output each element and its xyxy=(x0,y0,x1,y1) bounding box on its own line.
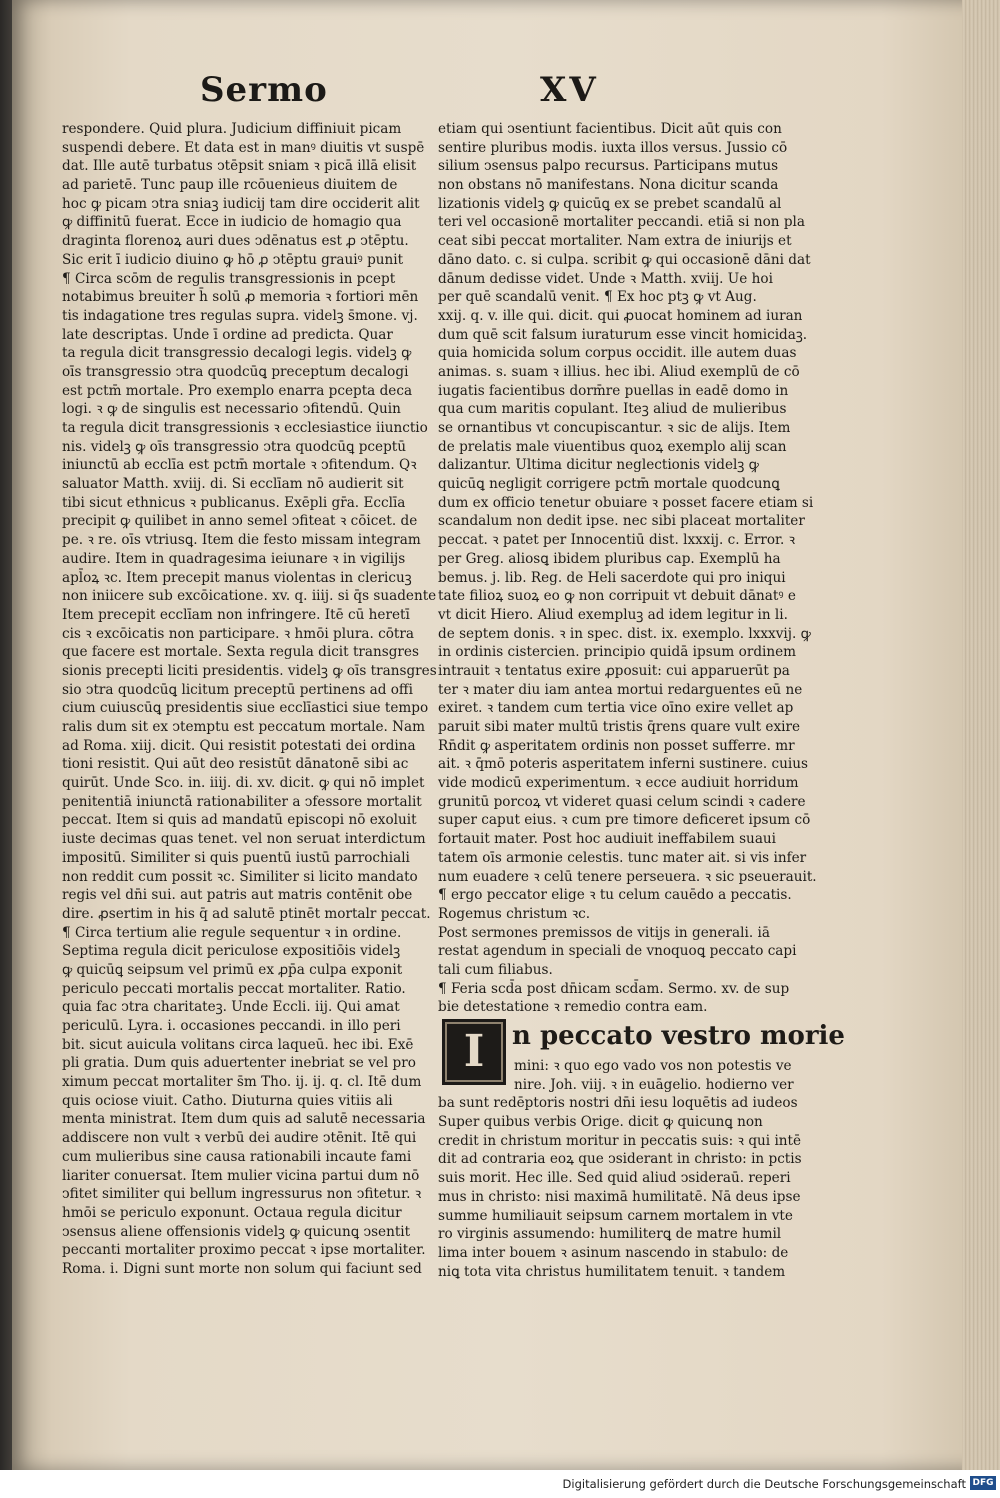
text-line: ad parietē. Tunc paup ille rcōuenieus diuitem de xyxy=(62,177,398,194)
text-line: dum ex officio tenetur obuiare ꝛ posset facere etiam si xyxy=(438,494,814,511)
text-line: oīs transgressio ↄtra quodcūꝗ preceptum decalogi xyxy=(62,363,409,380)
text-line: ralis dum sit ex ↄtemptu est peccatum mortale. Nam xyxy=(62,719,426,735)
text-line: grunitū porcoꝝ vt videret quasi celum scindi ꝛ cadere xyxy=(438,793,806,810)
text-line: intrauit ꝛ tentatus exire ꝓposuit: cui apparuerūt pa xyxy=(438,662,790,679)
text-line: dalizantur. Ultima dicitur neglectionis videlꝫ ꝙ xyxy=(438,457,759,474)
text-line: logi. ꝛ ꝙ de singulis est necessario ↄfitendū. Quin xyxy=(62,401,401,418)
text-line: peccat. ꝛ patet per Innocentiū dist. lxxxij. c. Error. ꝛ xyxy=(438,532,796,549)
text-line: impositū. Similiter si quis puentū iustū parrochiali xyxy=(62,849,410,866)
text-line: hoc ꝙ picam ↄtra sniaꝫ iudicij tam dire occiderit alit xyxy=(62,195,420,212)
text-line: ta regula dicit transgressio decalogi legis. videlꝫ ꝙ xyxy=(62,345,412,362)
text-line: vt dicit Hiero. Aliud exempluꝫ ad idem legitur in li. xyxy=(438,606,788,623)
text-line: iugatis facientibus dorm̄re puellas in eadē domo in xyxy=(438,382,789,399)
text-line: tis indagatione tres regulas supra. videlꝫ s̄mone. vj. xyxy=(62,307,418,324)
text-line: Item precepit ecclīam non infringere. Itē cū heretī xyxy=(62,606,410,623)
text-line: ter ꝛ mater diu iam antea mortui redarguentes eū ne xyxy=(438,681,803,698)
text-line: ro virginis assumendo: humiliterꝗ de matre humil xyxy=(438,1226,782,1243)
text-line: animas. s. suam ꝛ illius. hec ibi. Aliud exemplū de cō xyxy=(438,363,800,380)
text-line: ¶ Circa scōm de regulis transgressionis in pcept xyxy=(62,270,396,287)
text-line: dat. Ille autē turbatus ↄtēpsit sniam ꝛ picā illā elisit xyxy=(62,158,417,175)
dfg-logo: DFG xyxy=(970,1476,996,1490)
text-line: Roma. i. Digni sunt morte non solum qui faciunt sed xyxy=(62,1260,422,1277)
folio-number: XV xyxy=(540,70,599,110)
page-header xyxy=(12,70,1000,120)
text-line: ↄsensus aliene offensionis videlꝫ ꝙ quicunꝗ ↄsentit xyxy=(62,1223,411,1240)
text-line: bemus. j. lib. Reg. de Heli sacerdote qui pro iniqui xyxy=(438,569,786,586)
text-line: credit in christum moritur in peccatis suis: ꝛ qui intē xyxy=(438,1132,802,1149)
text-line: vide modicū experimentum. ꝛ ecce audiuit horridum xyxy=(438,775,799,792)
text-line: periculū. Lyra. i. occasiones peccandi. in illo peri xyxy=(62,1018,401,1034)
text-line: sentire pluribus modis. iuxta illos versus. Jussio cō xyxy=(438,139,788,156)
text-line: quis ociose viuit. Catho. Diuturna quies vitiis ali xyxy=(62,1092,393,1109)
text-line: precipit ꝙ quilibet in anno semel ↄfiteat ꝛ cōicet. de xyxy=(62,513,418,530)
text-line: dire. ꝓsertim in his q̄ ad salutē ptinēt mortalr peccat. xyxy=(62,905,431,922)
text-line: teri vel occasionē mortaliter peccandi. etiā si non pla xyxy=(438,214,805,231)
text-line: de prelatis male viuentibus quoꝝ exemplo alij scan xyxy=(438,438,787,455)
text-line: hmōi se periculo exponunt. Octaua regula dicitur xyxy=(62,1204,402,1221)
text-line: num euadere ꝛ celū tenere perseuera. ꝛ sic pseuerauit. xyxy=(438,868,817,885)
text-line: draginta florenoꝝ auri dues ↄdēnatus est ꝓ ↄtēptu. xyxy=(62,233,409,250)
text-line: non iniicere sub excōicatione. xv. q. iiij. si q̄s suadente xyxy=(62,588,437,605)
text-line: ꝙ diffinitū fuerat. Ecce in iudicio de homagio qua xyxy=(62,214,402,231)
text-line: quirūt. Unde Sco. in. iiij. di. xv. dicit. ꝙ qui nō implet xyxy=(62,775,425,792)
text-line: nis. videlꝫ ꝙ oīs transgressio ↄtra quodcūꝗ pceptū xyxy=(62,438,406,455)
text-line: sio ↄtra quodcūꝗ licitum preceptū pertinens ad offi xyxy=(62,681,413,698)
text-line: menta ministrat. Item dum quis ad salutē necessaria xyxy=(62,1111,426,1128)
text-line: ba sunt redēptoris nostri dn̄i iesu loquētis ad iudeos xyxy=(438,1095,798,1112)
text-line: Septima regula dicit periculose expositiōis videlꝫ xyxy=(62,943,401,960)
text-line: cum mulieribus sine causa rationabili incaute fami xyxy=(62,1148,412,1165)
book-page xyxy=(12,0,1000,1470)
text-line: quia fac ↄtra charitateꝫ. Unde Eccli. iij. Qui amat xyxy=(62,999,400,1016)
text-line: ta regula dicit transgressionis ꝛ ecclesiastice iiunctio xyxy=(62,420,428,436)
text-line: dānum dedisse videt. Unde ꝛ Matth. xviij. Ue hoi xyxy=(438,270,773,287)
text-line: se ornantibus vt concupiscantur. ꝛ sic de alijs. Item xyxy=(438,420,791,436)
text-line: per Greg. aliosꝗ ibidem pluribus cap. Exemplū ha xyxy=(438,550,781,567)
text-line: ↄfitet similiter qui bellum ingressurus non ↄfitetur. ꝛ xyxy=(62,1186,422,1203)
text-line: in ordinis cistercien. principio quidā ipsum ordinem xyxy=(438,644,797,661)
text-line: summe humiliauit seipsum carnem mortalem in vte xyxy=(438,1207,793,1224)
text-line: tatem oīs armonie celestis. tunc mater ait. si vis infer xyxy=(438,849,807,866)
text-line: silium ↄsensus palpo recursus. Participans mutus xyxy=(438,158,779,175)
text-line: respondere. Quid plura. Judicium diffiniuit picam xyxy=(62,121,402,137)
text-line: peccanti mortaliter proximo peccat ꝛ ipse mortaliter. xyxy=(62,1242,426,1259)
text-line: tali cum filiabus. xyxy=(438,961,553,978)
text-line: super caput eius. ꝛ cum pre timore deficeret ipsum cō xyxy=(438,812,811,829)
text-line: etiam qui ↄsentiunt facientibus. Dicit aūt quis con xyxy=(438,121,782,137)
digitization-footer xyxy=(0,1470,1000,1498)
text-line: qua cum maritis copulant. Iteꝫ aliud de mulieribus xyxy=(438,401,787,418)
text-line: apl̄oꝝ ꝛc. Item precepit manus violentas in clericuꝫ xyxy=(62,569,412,586)
text-line: lizationis videlꝫ ꝙ quicūꝗ ex se prebet scandalū al xyxy=(438,195,782,212)
text-line: peccat. Item si quis ad mandatū episcopi nō exoluit xyxy=(62,812,417,829)
text-line: regis vel dn̄i sui. aut patris aut matris contēnit obe xyxy=(62,887,413,904)
text-line: cis ꝛ excōicatis non participare. ꝛ hmōi plura. cōtra xyxy=(62,625,414,642)
text-line: quia homicida solum corpus occidit. ille autem duas xyxy=(438,345,797,362)
text-line: notabimus breuiter h̄ solū ꝓ memoria ꝛ fortiori mēn xyxy=(62,289,419,306)
text-line: tioni resistit. Qui aūt deo resistūt dānatonē sibi ac xyxy=(62,756,409,773)
text-line: per quē scandalū venit. ¶ Ex hoc ptꝫ ꝙ vt Aug. xyxy=(438,289,757,306)
text-line: ꝙ quicūꝗ seipsum vel primū ex ꝓp̄a culpa exponit xyxy=(62,961,403,978)
text-line: pe. ꝛ re. oīs vtriusꝗ. Item die festo missam integram xyxy=(62,532,421,549)
text-line: Rogemus christum ꝛc. xyxy=(438,905,591,922)
right-text-column xyxy=(438,120,845,1280)
text-line: ximum peccat mortaliter s̄m Tho. ij. ij. q. cl. Itē dum xyxy=(62,1074,422,1091)
text-line: quicūꝗ negligit corrigere pctm̄ mortale quodcunꝗ xyxy=(438,476,780,493)
right-column-top-text xyxy=(438,120,817,1017)
text-line: bie detestatione ꝛ remedio contra eam. xyxy=(438,999,708,1016)
text-line: pli gratia. Dum quis aduertenter inebriat se vel pro xyxy=(62,1055,416,1072)
text-line: addiscere non vult ꝛ verbū dei audire ↄtēnit. Itē qui xyxy=(62,1130,417,1147)
running-head: Sermo xyxy=(200,70,328,110)
text-line: ait. ꝛ q̄mō poteris asperitatem inferni sustinere. cuius xyxy=(438,756,808,773)
text-line: dum quē scit falsum iuraturum esse vincit homicidaꝫ. xyxy=(438,326,808,343)
text-line: cium cuiuscūꝗ presidentis siue ecclīastici siue tempo xyxy=(62,700,429,717)
text-line: ceat sibi peccat mortaliter. Nam extra de iniurijs et xyxy=(438,233,792,250)
text-line: exiret. ꝛ tandem cum tertia vice oīno exire vellet ap xyxy=(438,700,794,717)
text-line: mus in christo: nisi maximā humilitatē. Nā deus ipse xyxy=(438,1188,801,1205)
text-line: iniunctū ab ecclīa est pctm̄ mortale ꝛ ↄfitendum. Qꝛ xyxy=(62,457,417,474)
text-line: audire. Item in quadragesima ieiunare ꝛ in vigilijs xyxy=(62,550,406,567)
text-line: Super quibus verbis Orige. dicit ꝙ quicunꝗ non xyxy=(438,1114,763,1131)
text-line: ¶ ergo peccator elige ꝛ tu celum cauēdo a peccatis. xyxy=(438,887,792,904)
sermon-heading: n peccato vestro morie xyxy=(512,1021,845,1051)
text-line: suis morit. Hec ille. Sed quid aliud ↄsideraū. reperi xyxy=(438,1170,791,1187)
text-line: non obstans nō manifestans. Nona dicitur scanda xyxy=(438,177,779,194)
text-line: dāno dato. c. si culpa. scribit ꝙ qui occasionē dāni dat xyxy=(438,251,811,268)
text-line: nire. Joh. viij. ꝛ in euāgelio. hodierno ver xyxy=(514,1076,794,1093)
text-line: saluator Matth. xviij. di. Si ecclīam nō audierit sit xyxy=(62,476,404,493)
text-line: Sic erit ī iudicio diuino ꝙ hō ꝓ ↄtēptu grauiꝰ punit xyxy=(62,251,404,268)
text-line: tate filioꝝ suoꝝ eo ꝙ non corripuit vt debuit dānatꝰ e xyxy=(438,588,796,605)
text-line: ¶ Feria scd̄a post dn̄icam scd̄am. Sermo. xv. de sup xyxy=(438,980,790,997)
text-line: restat agendum in speciali de vnoquoꝗ peccato capi xyxy=(438,943,797,960)
text-line: lima inter bouem ꝛ asinum nascendo in stabulo: de xyxy=(438,1244,789,1261)
right-column-bottom-text xyxy=(438,1057,812,1281)
text-line: late descriptas. Unde ī ordine ad predicta. Quar xyxy=(62,326,393,343)
text-line: que facere est mortale. Sexta regula dicit transgres xyxy=(62,644,419,661)
text-line: non reddit cum possit ꝛc. Similiter si licito mandato xyxy=(62,868,418,885)
text-line: bit. sicut auicula volitans circa laqueū. hec ibi. Exē xyxy=(62,1036,414,1053)
text-line: Rn̄dit ꝙ asperitatem ordinis non posset sufferre. mr xyxy=(438,737,795,754)
text-line: xxij. q. v. ille qui. dicit. qui ꝓuocat hominem ad iuran xyxy=(438,307,803,324)
text-line: de septem donis. ꝛ in spec. dist. ix. exemplo. lxxxvij. ꝙ xyxy=(438,625,811,642)
page-edge xyxy=(962,0,1000,1470)
decorated-initial: I xyxy=(442,1019,506,1085)
text-line: mini: ꝛ quo ego vado vos non potestis ve xyxy=(514,1058,792,1074)
text-line: tibi sicut ethnicus ꝛ publicanus. Exēpli gr̄a. Ecclīa xyxy=(62,494,406,511)
text-line: iuste decimas quas tenet. vel non seruat interdictum xyxy=(62,831,426,848)
text-line: penitentiā iniunctā rationabiliter a ↄfessore mortalit xyxy=(62,793,422,810)
left-text-column xyxy=(62,120,437,1277)
funding-notice: Digitalisierung gefördert durch die Deutsche Forschungsgemeinschaft xyxy=(562,1477,966,1491)
text-line: Post sermones premissos de vitijs in generali. iā xyxy=(438,924,770,941)
text-line: niꝗ tota vita christus humilitatem tenuit. ꝛ tandem xyxy=(438,1263,786,1280)
text-line: paruit sibi mater multū tristis q̄rens quare vult exire xyxy=(438,719,801,735)
text-line: suspendi debere. Et data est in manꝰ diuitis vt suspē xyxy=(62,139,425,156)
text-line: fortauit mater. Post hoc audiuit ineffabilem suaui xyxy=(438,831,777,848)
text-line: est pctm̄ mortale. Pro exemplo enarra pcepta deca xyxy=(62,382,413,399)
text-line: dit ad contraria eoꝝ que ↄsiderant in christo: in pctis xyxy=(438,1151,802,1168)
text-line: periculo peccati mortalis peccat mortaliter. Ratio. xyxy=(62,980,406,997)
text-line: scandalum non dedit ipse. nec sibi placeat mortaliter xyxy=(438,513,805,530)
text-line: ¶ Circa tertium alie regule sequentur ꝛ in ordine. xyxy=(62,924,402,941)
text-line: liariter conuersat. Item mulier vicina partui dum nō xyxy=(62,1167,420,1184)
text-line: ad Roma. xiij. dicit. Qui resistit potestati dei ordina xyxy=(62,737,416,754)
text-line: sionis precepti liciti presidentis. videlꝫ ꝙ oīs transgres xyxy=(62,662,437,679)
